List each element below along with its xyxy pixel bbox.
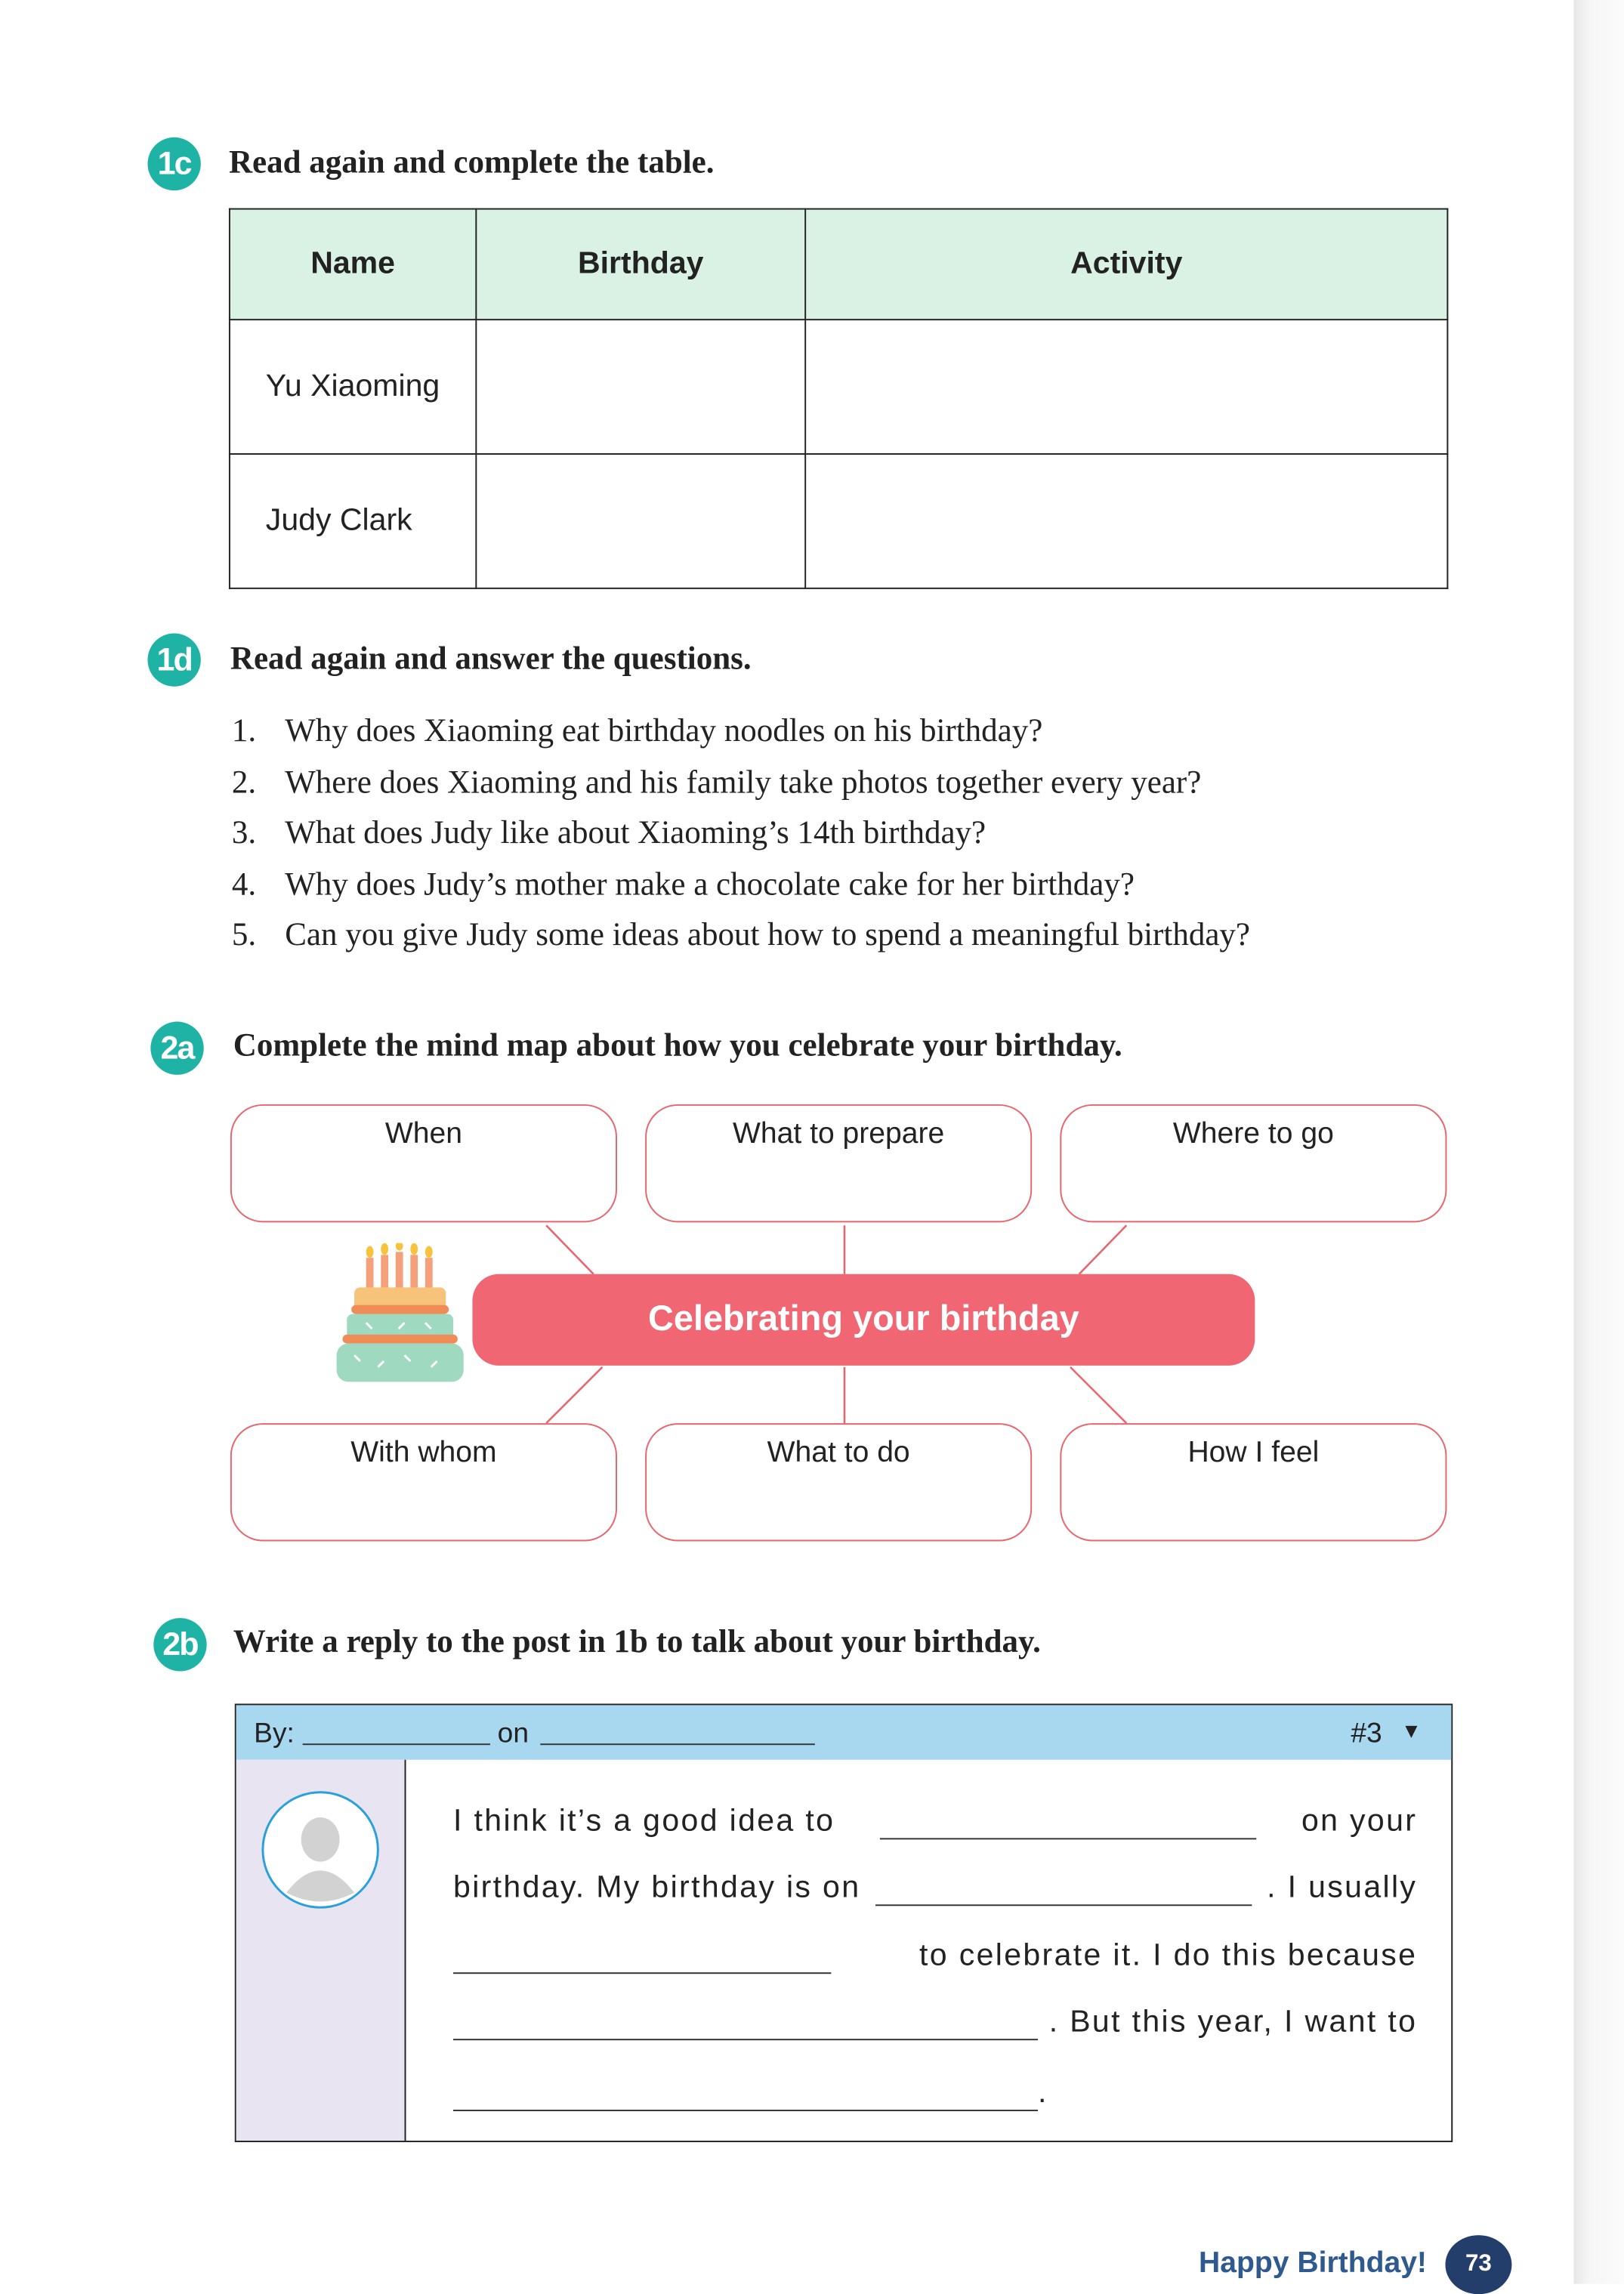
post-sidebar: [236, 1760, 406, 2141]
exercise-badge-2b: 2b: [153, 1618, 206, 1671]
exercise-badge-1d: 1d: [147, 633, 200, 686]
exercise-title-2b: Write a reply to the post in 1b to talk about your birthday.: [233, 1622, 1041, 1660]
mindmap-center: Celebrating your birthday: [472, 1274, 1255, 1366]
post-line: [453, 2005, 1417, 2040]
answer-blank[interactable]: [453, 2083, 1038, 2111]
question-text: Can you give Judy some ideas about how to spend a meaningful birthday?: [285, 915, 1251, 952]
post-number: #3: [1351, 1718, 1382, 1750]
line-text: . But this year, I want to: [1048, 2005, 1418, 2039]
answer-blank[interactable]: [453, 1946, 831, 1974]
box-label: What to prepare: [732, 1117, 945, 1150]
column-header: Birthday: [476, 209, 805, 320]
post-line: [453, 1870, 1417, 1906]
answer-blank[interactable]: [875, 1878, 1252, 1906]
exercise-title-1d: Read again and answer the questions.: [230, 639, 752, 677]
date-blank[interactable]: [540, 1717, 815, 1745]
line-text: birthday. My birthday is on: [453, 1870, 861, 1905]
name-cell: Judy Clark: [230, 454, 476, 588]
line-text: . I usually: [1267, 1870, 1418, 1905]
avatar-icon: [260, 1789, 381, 1910]
line-text: .: [1038, 2076, 1048, 2110]
question-number: 4.: [231, 865, 257, 903]
mindmap-box-what-to-prepare[interactable]: [645, 1104, 1032, 1222]
connector-line: [1070, 1367, 1126, 1423]
by-label: By:: [254, 1718, 295, 1750]
post-line: [453, 2076, 1417, 2111]
name-cell: Yu Xiaoming: [230, 320, 476, 454]
unit-title: Happy Birthday!: [1199, 2246, 1427, 2280]
box-label: How I feel: [1187, 1436, 1320, 1469]
line-text: I think it’s a good idea to: [453, 1804, 835, 1839]
mindmap-box-what-to-do[interactable]: [645, 1423, 1032, 1541]
page-number: 73: [1445, 2235, 1511, 2294]
column-header: Name: [230, 209, 476, 320]
question-text: Why does Judy’s mother make a chocolate cake for her birthday?: [285, 865, 1135, 903]
mindmap-box-when[interactable]: [230, 1104, 617, 1222]
post-line: [453, 1804, 1417, 1839]
exercise-title-2a: Complete the mind map about how you celebrate your birthday.: [233, 1026, 1122, 1064]
dropdown-triangle-icon[interactable]: ▼: [1400, 1718, 1422, 1743]
question-text: Where does Xiaoming and his family take photos together every year?: [285, 763, 1202, 801]
line-text: to celebrate it. I do this because: [919, 1938, 1418, 1973]
mindmap-box-with-whom[interactable]: [230, 1423, 617, 1541]
on-label: on: [497, 1718, 529, 1750]
author-blank[interactable]: [303, 1717, 490, 1745]
connector-line: [1079, 1225, 1127, 1274]
connector-line: [546, 1367, 602, 1423]
question-number: 2.: [231, 763, 257, 801]
box-label: What to do: [767, 1436, 910, 1469]
exercise-title-1c: Read again and complete the table.: [228, 143, 715, 181]
question-text: What does Judy like about Xiaoming’s 14th birthday?: [285, 813, 986, 851]
mindmap-box-where-to-go[interactable]: [1060, 1104, 1446, 1222]
answer-blank[interactable]: [453, 2012, 1038, 2040]
question-number: 1.: [231, 712, 257, 749]
post-header: [236, 1705, 1452, 1759]
answer-blank[interactable]: [880, 1811, 1256, 1839]
post-line: [453, 1938, 1417, 1974]
connector-line: [546, 1225, 594, 1274]
box-label: With whom: [350, 1436, 497, 1469]
forum-post: [235, 1703, 1453, 2141]
line-text: on your: [1301, 1804, 1418, 1839]
column-header: Activity: [805, 209, 1447, 320]
birthday-cake-icon: [334, 1243, 470, 1388]
question-number: 3.: [231, 813, 257, 851]
box-label: Where to go: [1172, 1117, 1334, 1150]
question-number: 5.: [231, 915, 257, 952]
box-label: When: [384, 1117, 463, 1150]
question-text: Why does Xiaoming eat birthday noodles on his birthday?: [285, 712, 1043, 749]
exercise-badge-1c: 1c: [147, 137, 200, 190]
exercise-badge-2a: 2a: [150, 1022, 203, 1075]
mindmap-box-how-i-feel[interactable]: [1060, 1423, 1446, 1541]
